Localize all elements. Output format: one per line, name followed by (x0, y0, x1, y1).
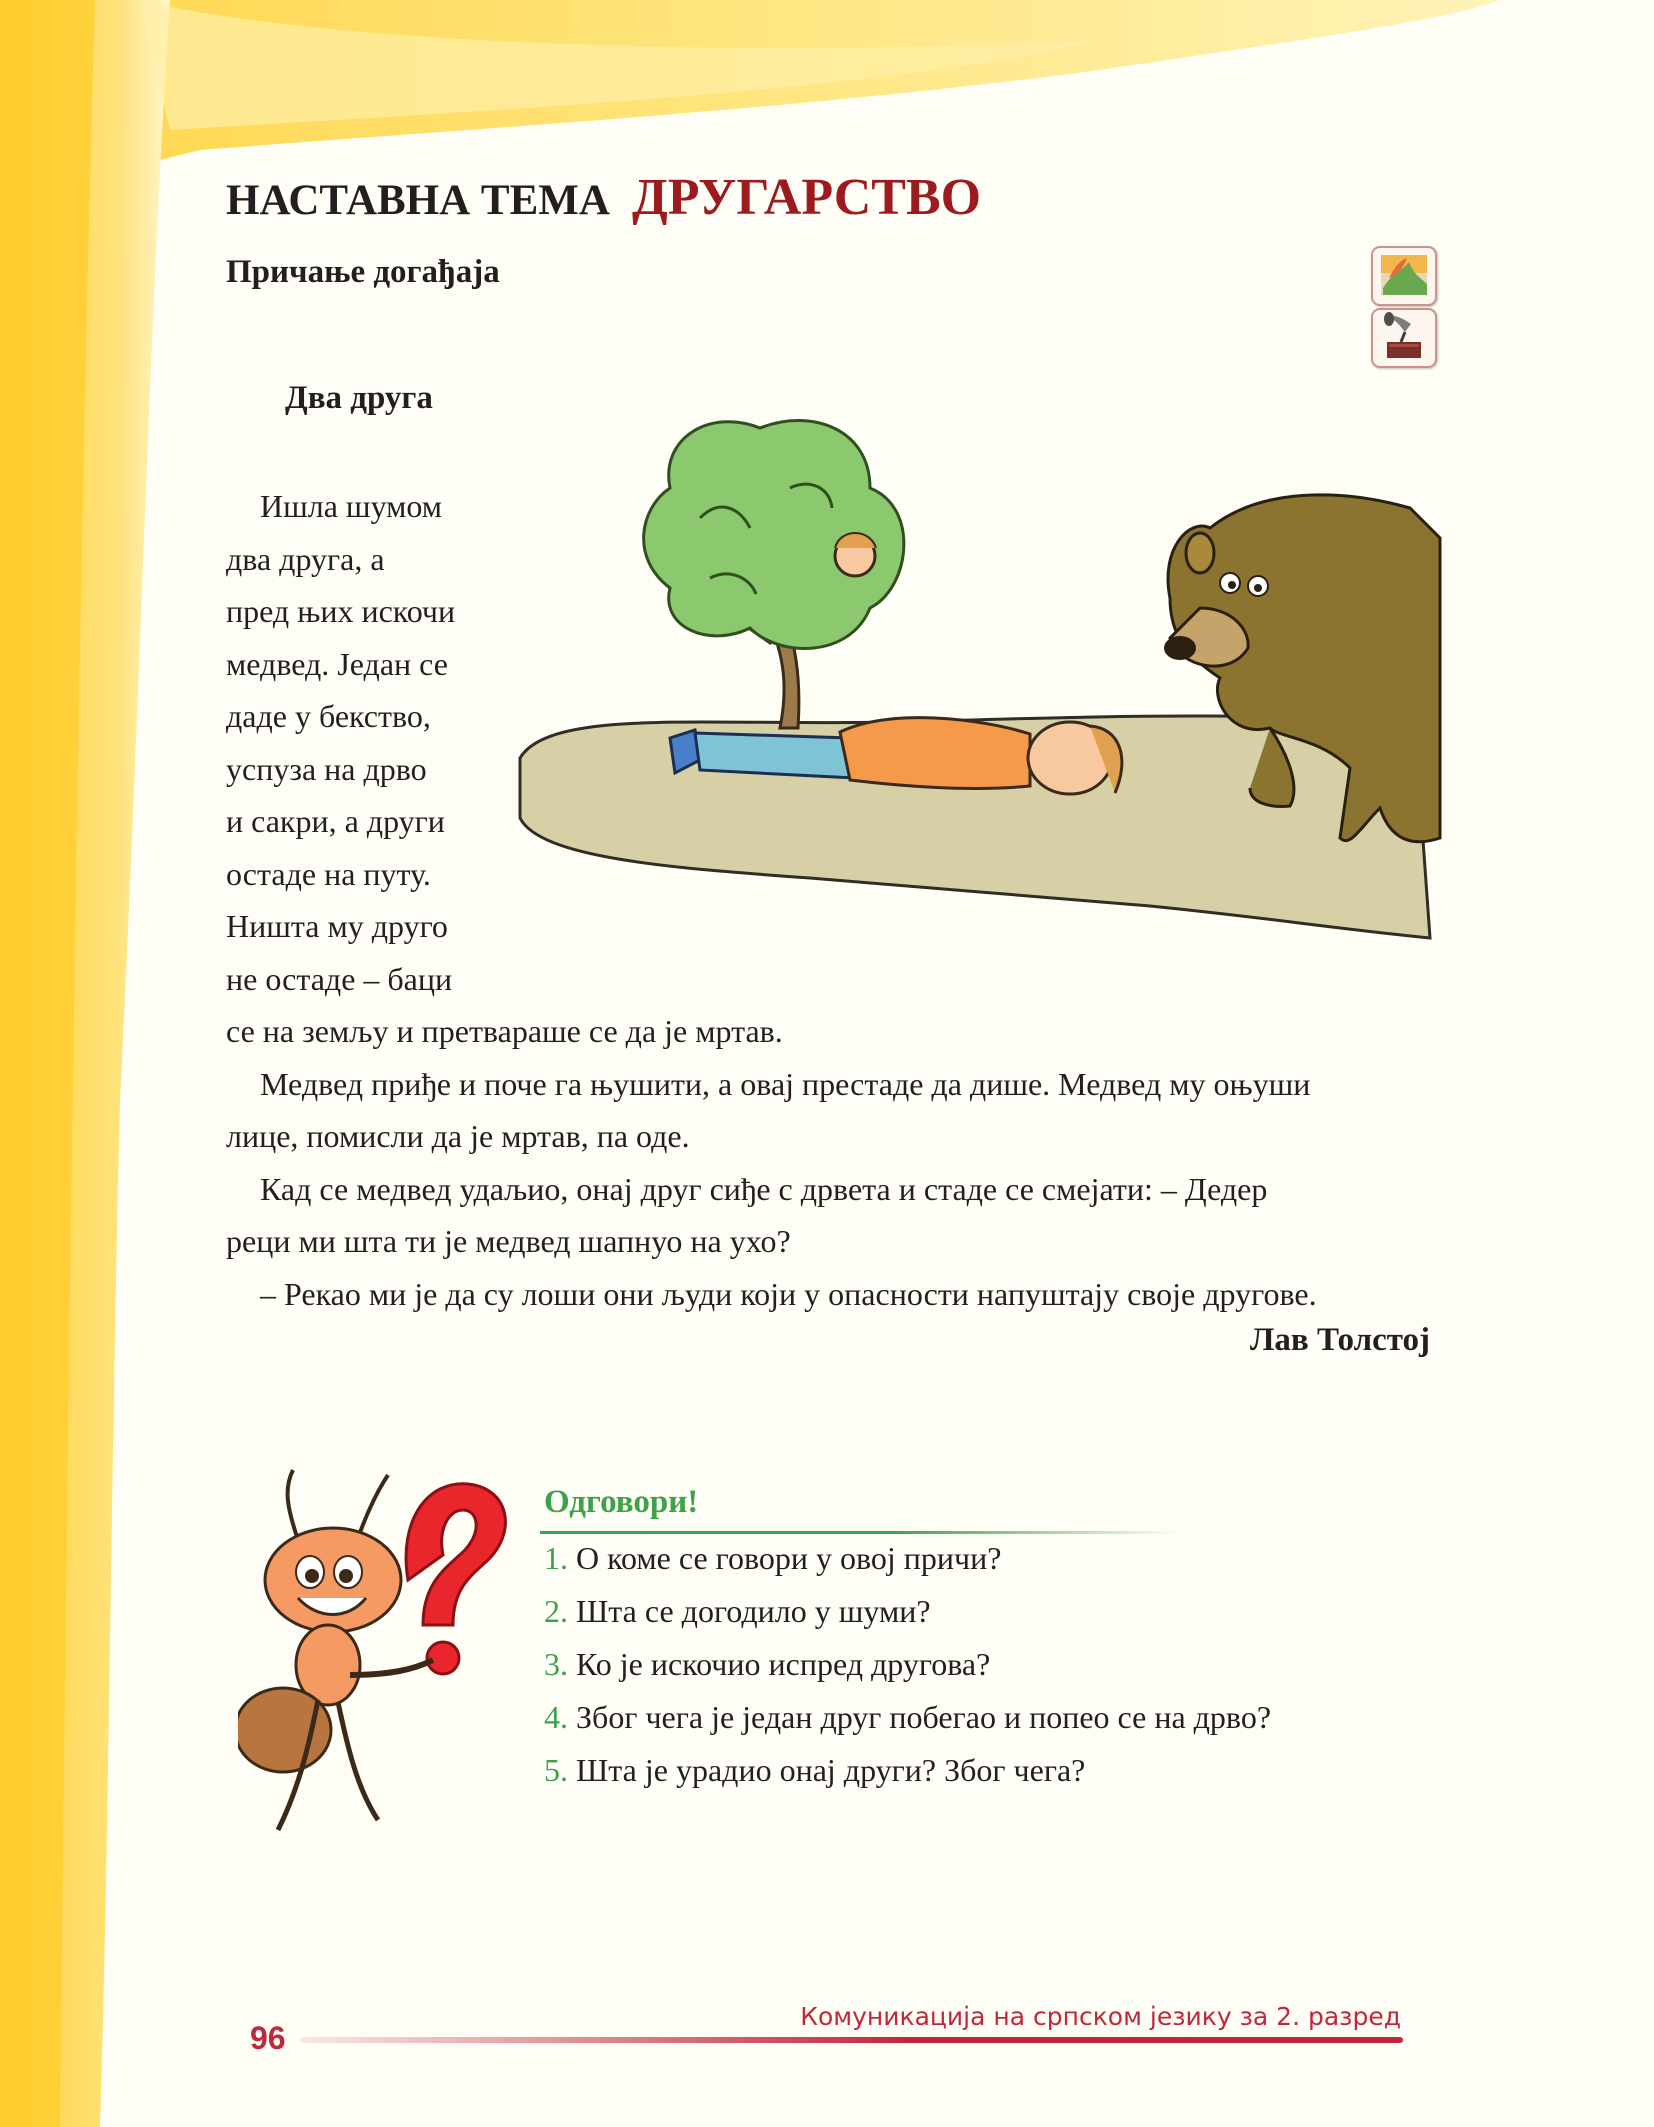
story-line: даде у бекство, (226, 698, 431, 734)
story-narrow-column (226, 480, 526, 1005)
story-line: – Рекао ми је да су лоши они људи који у опасности напуштају своје другове. (260, 1275, 1317, 1312)
question-item (544, 1638, 1271, 1691)
lesson-subheading: Причање догађаја (226, 254, 500, 290)
story-line: не остаде – баци (226, 960, 453, 997)
footer-rule (300, 2037, 1403, 2043)
story-author: Лав Толстој (1249, 1322, 1430, 1358)
gramophone-icon[interactable] (1371, 308, 1437, 368)
picture-icon[interactable] (1371, 246, 1437, 306)
answer-heading: Одговори! (544, 1484, 699, 1520)
story-line: Ишла шумом (260, 488, 443, 524)
story-line: Кад се медвед удаљио, онај друг сиђе с дрвета и стаде се смејати: – Дедер (260, 1170, 1268, 1207)
ant-mascot-illustration (238, 1460, 528, 1850)
question-text: Шта је урадио онај други? Због чега? (576, 1752, 1086, 1788)
story-full-width (226, 1005, 1436, 1320)
question-item (544, 1744, 1271, 1797)
question-number: 3. (544, 1646, 568, 1682)
story-line: Ништа му друго (226, 908, 448, 944)
question-text: Због чега је један друг побегао и попео се на дрво? (576, 1699, 1272, 1735)
story-line: два друга, а (226, 540, 385, 577)
lesson-heading (226, 168, 981, 227)
story-line: реци ми шта ти је медвед шапнуо на ухо? (226, 1223, 791, 1259)
story-line: остаде на путу. (226, 855, 431, 892)
story-illustration (510, 408, 1450, 948)
story-line: се на земљу и претвараше се да је мртав. (226, 1013, 783, 1049)
question-text: Ко је искочио испред другова? (576, 1646, 991, 1682)
question-list (544, 1532, 1271, 1797)
story-line: и сакри, а други (226, 803, 445, 839)
question-item (544, 1691, 1271, 1744)
question-number: 5. (544, 1752, 568, 1788)
story-line: Медвед приђе и поче га њушити, а овај престаде да дише. Медвед му оњуши (260, 1065, 1311, 1102)
theme-title: ДРУГАРСТВО (631, 169, 982, 226)
question-number: 2. (544, 1593, 568, 1629)
story-title: Два друга (285, 380, 433, 416)
story-line: медвед. Један се (226, 645, 448, 682)
question-number: 4. (544, 1699, 568, 1735)
question-text: О коме се говори у овој причи? (576, 1540, 1002, 1576)
story-line: успуза на дрво (226, 750, 427, 787)
footer-book-title: Комуникација на српском језику за 2. разред (800, 2002, 1401, 2031)
question-number: 1. (544, 1540, 568, 1576)
question-text: Шта се догодило у шуми? (576, 1593, 931, 1629)
topic-label: НАСТАВНА ТЕМА (226, 177, 610, 224)
question-item (544, 1532, 1271, 1585)
page-number: 96 (250, 2020, 286, 2056)
question-item (544, 1585, 1271, 1638)
story-line: лице, помисли да је мртав, па оде. (226, 1118, 690, 1154)
story-line: пред њих искочи (226, 593, 456, 629)
